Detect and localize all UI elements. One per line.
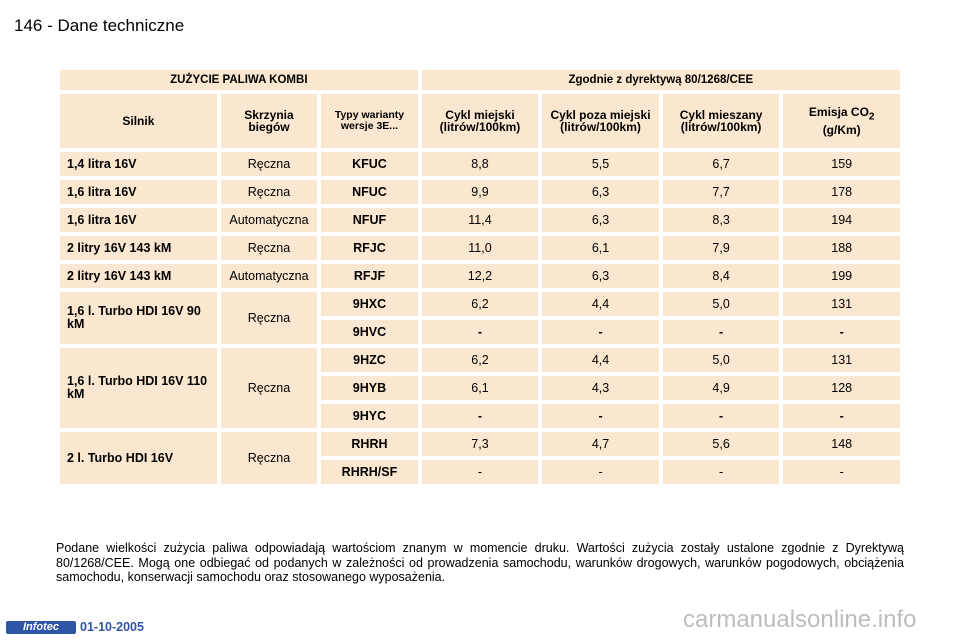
gearbox-cell: Automatyczna bbox=[221, 264, 317, 288]
co2-cell: 131 bbox=[783, 292, 900, 316]
infotec-logo: Infotec bbox=[6, 621, 76, 634]
extra-urban-cell: - bbox=[542, 404, 659, 428]
co2-cell: - bbox=[783, 320, 900, 344]
version-cell: RHRH/SF bbox=[321, 460, 417, 484]
table-row bbox=[60, 292, 900, 316]
page-title-text: Dane techniczne bbox=[57, 16, 185, 35]
table-row bbox=[60, 152, 900, 176]
urban-cell: 6,1 bbox=[422, 376, 539, 400]
col-header-gearbox: Skrzynia biegów bbox=[221, 94, 317, 148]
version-cell: 9HVC bbox=[321, 320, 417, 344]
extra-urban-cell: 4,3 bbox=[542, 376, 659, 400]
urban-cell: 7,3 bbox=[422, 432, 539, 456]
urban-cell: 12,2 bbox=[422, 264, 539, 288]
version-cell: 9HYC bbox=[321, 404, 417, 428]
page-title-separator: - bbox=[47, 16, 53, 35]
extra-urban-cell: - bbox=[542, 320, 659, 344]
gearbox-cell: Ręczna bbox=[221, 152, 317, 176]
extra-urban-cell: 6,3 bbox=[542, 180, 659, 204]
mixed-cell: 4,9 bbox=[663, 376, 780, 400]
table-row bbox=[60, 264, 900, 288]
table-row bbox=[60, 236, 900, 260]
urban-cell: - bbox=[422, 404, 539, 428]
co2-cell: 199 bbox=[783, 264, 900, 288]
engine-cell: 1,6 litra 16V bbox=[60, 180, 217, 204]
mixed-cell: 8,4 bbox=[663, 264, 780, 288]
co2-cell: 159 bbox=[783, 152, 900, 176]
extra-urban-cell: 6,3 bbox=[542, 208, 659, 232]
urban-cell: 11,0 bbox=[422, 236, 539, 260]
footer-date: 01-10-2005 bbox=[80, 620, 144, 634]
gearbox-cell: Ręczna bbox=[221, 292, 317, 344]
engine-cell: 1,4 litra 16V bbox=[60, 152, 217, 176]
version-cell: RFJC bbox=[321, 236, 417, 260]
group-header-right: Zgodnie z dyrektywą 80/1268/CEE bbox=[422, 70, 900, 90]
co2-cell: 148 bbox=[783, 432, 900, 456]
mixed-cell: 6,7 bbox=[663, 152, 780, 176]
col-header-types: Typy warianty wersje 3E... bbox=[321, 94, 417, 148]
version-cell: 9HXC bbox=[321, 292, 417, 316]
co2-cell: 194 bbox=[783, 208, 900, 232]
table-row bbox=[60, 208, 900, 232]
version-cell: RHRH bbox=[321, 432, 417, 456]
urban-cell: - bbox=[422, 460, 539, 484]
mixed-cell: 8,3 bbox=[663, 208, 780, 232]
extra-urban-cell: 4,4 bbox=[542, 348, 659, 372]
col-header-engine: Silnik bbox=[60, 94, 217, 148]
co2-cell: - bbox=[783, 404, 900, 428]
page-title bbox=[14, 16, 184, 36]
table-row bbox=[60, 180, 900, 204]
group-header-left: ZUŻYCIE PALIWA KOMBI bbox=[60, 70, 418, 90]
page-number: 146 bbox=[14, 16, 43, 35]
co2-label: Emisja CO bbox=[808, 105, 869, 120]
mixed-cell: 7,9 bbox=[663, 236, 780, 260]
mixed-cell: 5,6 bbox=[663, 432, 780, 456]
co2-subscript: 2 bbox=[868, 111, 875, 123]
urban-cell: 6,2 bbox=[422, 292, 539, 316]
mixed-cell: - bbox=[663, 404, 780, 428]
urban-cell: 9,9 bbox=[422, 180, 539, 204]
mixed-cell: - bbox=[663, 320, 780, 344]
gearbox-cell: Ręczna bbox=[221, 236, 317, 260]
version-cell: RFJF bbox=[321, 264, 417, 288]
gearbox-cell: Ręczna bbox=[221, 348, 317, 428]
table-row bbox=[60, 348, 900, 372]
engine-cell: 1,6 litra 16V bbox=[60, 208, 217, 232]
extra-urban-cell: - bbox=[542, 460, 659, 484]
version-cell: NFUF bbox=[321, 208, 417, 232]
co2-cell: - bbox=[783, 460, 900, 484]
urban-cell: 11,4 bbox=[422, 208, 539, 232]
co2-cell: 131 bbox=[783, 348, 900, 372]
gearbox-cell: Automatyczna bbox=[221, 208, 317, 232]
urban-cell: 8,8 bbox=[422, 152, 539, 176]
engine-cell: 1,6 l. Turbo HDI 16V 110 kM bbox=[60, 348, 217, 428]
table-row bbox=[60, 432, 900, 456]
co2-cell: 188 bbox=[783, 236, 900, 260]
col-header-co2 bbox=[783, 94, 900, 148]
mixed-cell: 5,0 bbox=[663, 292, 780, 316]
co2-cell: 128 bbox=[783, 376, 900, 400]
version-cell: 9HZC bbox=[321, 348, 417, 372]
col-header-extra-urban: Cykl poza miejski (litrów/100km) bbox=[542, 94, 659, 148]
engine-cell: 2 litry 16V 143 kM bbox=[60, 236, 217, 260]
engine-cell: 2 l. Turbo HDI 16V bbox=[60, 432, 217, 484]
engine-cell: 2 litry 16V 143 kM bbox=[60, 264, 217, 288]
version-cell: NFUC bbox=[321, 180, 417, 204]
col-header-mixed: Cykl mieszany (litrów/100km) bbox=[663, 94, 780, 148]
mixed-cell: - bbox=[663, 460, 780, 484]
gearbox-cell: Ręczna bbox=[221, 180, 317, 204]
version-cell: 9HYB bbox=[321, 376, 417, 400]
extra-urban-cell: 5,5 bbox=[542, 152, 659, 176]
urban-cell: 6,2 bbox=[422, 348, 539, 372]
table-group-header bbox=[60, 70, 900, 90]
footnote-text: Podane wielkości zużycia paliwa odpowiadają wartościom znanym w momencie druku. Wartości zużycia zostały ustalone zgodnie z Dyrektywą 80/1268/CEE. Mogą one odbiegać od podanych w zależności od prowadzenia samochodu, warunków drogowych, warunków pogodowych, obciążenia samochodu, konserwacji samochodu oraz stosowanego wyposażenia. bbox=[56, 541, 904, 584]
gearbox-cell: Ręczna bbox=[221, 432, 317, 484]
mixed-cell: 5,0 bbox=[663, 348, 780, 372]
urban-cell: - bbox=[422, 320, 539, 344]
table-column-header bbox=[60, 94, 900, 148]
co2-unit: (g/Km) bbox=[822, 122, 861, 137]
extra-urban-cell: 4,4 bbox=[542, 292, 659, 316]
fuel-consumption-table bbox=[56, 66, 904, 488]
mixed-cell: 7,7 bbox=[663, 180, 780, 204]
co2-cell: 178 bbox=[783, 180, 900, 204]
col-header-urban: Cykl miejski (litrów/100km) bbox=[422, 94, 539, 148]
extra-urban-cell: 6,1 bbox=[542, 236, 659, 260]
extra-urban-cell: 4,7 bbox=[542, 432, 659, 456]
site-watermark: carmanualsonline.info bbox=[683, 606, 917, 633]
extra-urban-cell: 6,3 bbox=[542, 264, 659, 288]
engine-cell: 1,6 l. Turbo HDI 16V 90 kM bbox=[60, 292, 217, 344]
version-cell: KFUC bbox=[321, 152, 417, 176]
